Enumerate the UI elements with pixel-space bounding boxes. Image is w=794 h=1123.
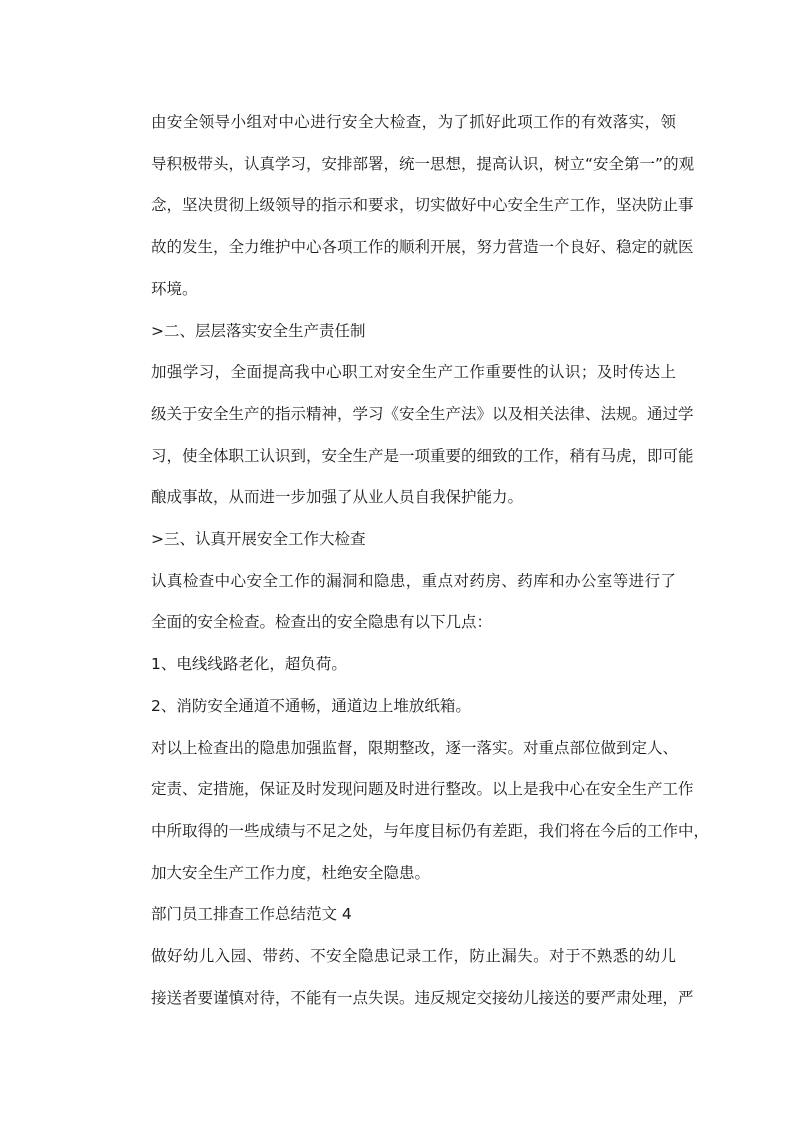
heading-section-two xyxy=(120,311,676,353)
heading-section-three xyxy=(120,519,676,561)
list-item-text: 2、消防安全通道不通畅，通道边上堆放纸箱。 xyxy=(151,696,471,715)
text-line: 做好幼儿入园、带药、不安全隐患记录工作，防止漏失。对于不熟悉的幼儿 xyxy=(151,947,676,966)
text-line: 接送者要谨慎对待，不能有一点失误。违反规定交接幼儿接送的要严肃处理，严 xyxy=(151,988,694,1007)
text-line: 念，坚决贯彻上级领导的指示和要求，切实做好中心安全生产工作，坚决防止事 xyxy=(151,196,694,215)
document-page xyxy=(120,102,710,1019)
paragraph-rectification xyxy=(120,728,710,895)
text-line: 加大安全生产工作力度，杜绝安全隐患。 xyxy=(151,863,431,882)
paragraph-safety-inspection xyxy=(120,102,695,311)
paragraph-inspection-details xyxy=(120,561,676,644)
text-line: 对以上检查出的隐患加强监督，限期整改，逐一落实。对重点部位做到定人、 xyxy=(151,738,679,757)
text-line: 环境。 xyxy=(151,279,198,298)
list-item-text: 1、电线线路老化，超负荷。 xyxy=(151,655,347,674)
text-line: 全面的安全检查。检查出的安全隐患有以下几点： xyxy=(151,613,493,632)
text-line: 酿成事故，从而进一步加强了从业人员自我保护能力。 xyxy=(151,488,524,507)
text-line: 加强学习，全面提高我中心职工对安全生产工作重要性的认识；及时传达上 xyxy=(151,363,676,382)
text-line: 认真检查中心安全工作的漏洞和隐患，重点对药房、药库和办公室等进行了 xyxy=(151,571,676,590)
text-line: 中所取得的一些成绩与不足之处，与年度目标仍有差距，我们将在今后的工作中， xyxy=(151,821,710,840)
text-line: 导积极带头，认真学习，安排部署，统一思想，提高认识，树立“安全第一”的观 xyxy=(151,154,695,173)
text-line: 由安全领导小组对中心进行安全大检查，为了抓好此项工作的有效落实，领 xyxy=(151,113,676,131)
paragraph-kindergarten xyxy=(120,936,694,1019)
heading-text: 部门员工排查工作总结范文 4 xyxy=(151,905,352,924)
list-item-fire-exit xyxy=(120,686,676,728)
list-item-wiring xyxy=(120,644,676,686)
heading-text: >二、层层落实安全生产责任制 xyxy=(151,321,366,340)
text-line: 定责、定措施，保证及时发现问题及时进行整改。以上是我中心在安全生产工作 xyxy=(151,780,694,799)
text-line: 级关于安全生产的指示精神，学习《安全生产法》以及相关法律、法规。通过学 xyxy=(151,404,694,423)
heading-text: >三、认真开展安全工作大检查 xyxy=(151,530,366,549)
heading-sample-4 xyxy=(120,894,676,936)
text-line: 故的发生，全力维护中心各项工作的顺利开展，努力营造一个良好、稳定的就医 xyxy=(151,238,694,257)
paragraph-study xyxy=(120,352,694,519)
text-line: 习，使全体职工认识到，安全生产是一项重要的细致的工作，稍有马虎，即可能 xyxy=(151,446,694,465)
